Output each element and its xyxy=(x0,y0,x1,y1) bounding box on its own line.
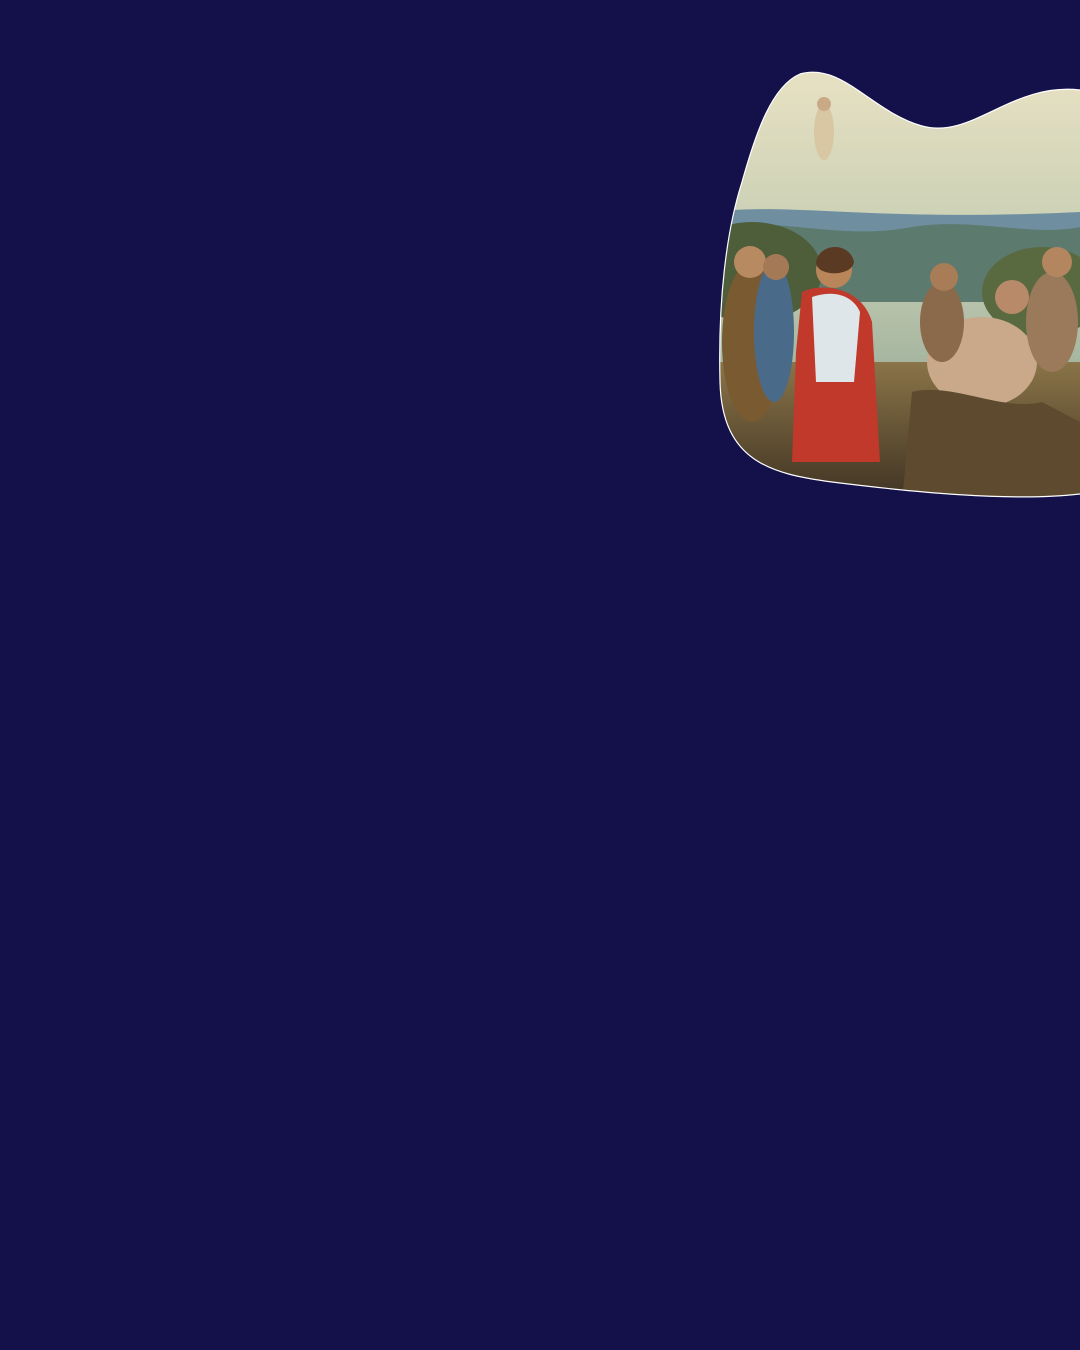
image-text-wrap-spacer xyxy=(675,64,1020,514)
gospel-passage xyxy=(140,64,1020,514)
